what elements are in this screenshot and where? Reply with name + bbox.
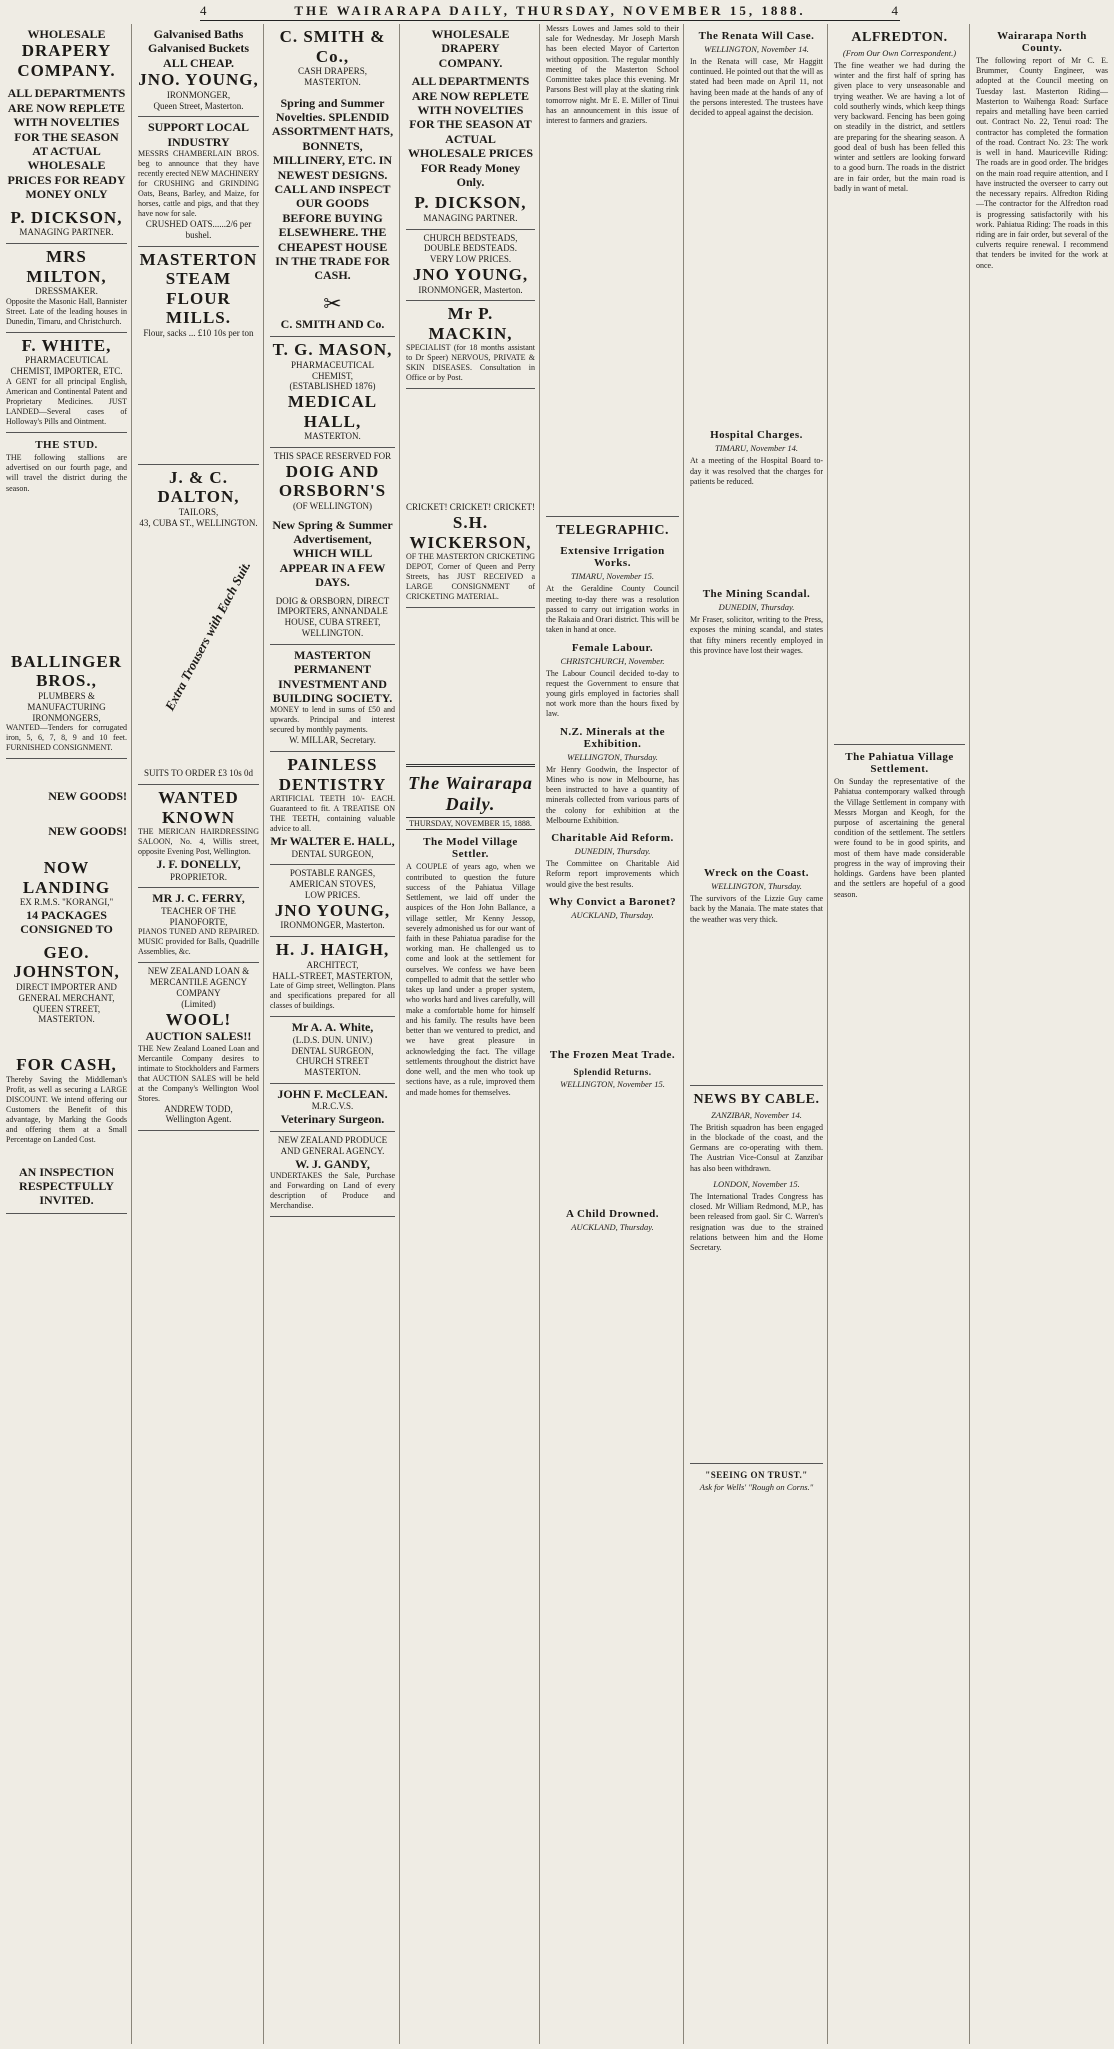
ad-role: DENTAL SURGEON, xyxy=(291,1045,374,1056)
ad-heading: COMPANY. xyxy=(17,60,116,80)
dateline: AUCKLAND, Thursday. xyxy=(571,1221,654,1232)
article-heading: The Frozen Meat Trade. xyxy=(549,1048,676,1061)
ad-role: TEACHER OF THE PIANOFORTE, xyxy=(161,905,236,927)
ad-name: C. SMITH & Co., xyxy=(279,27,386,66)
ad-heading: WHOLESALE xyxy=(431,27,510,41)
ad-footer: CRUSHED OATS......2/6 per bushel. xyxy=(145,219,252,240)
article-body: At the Geraldine County Council meeting to-day there was a resolution passed to carry out irrigation works in the Rakaia and Orari district. This will be taken in hand at once. xyxy=(546,584,679,635)
ad-established: (ESTABLISHED 1876) xyxy=(289,381,376,392)
article-heading: Wreck on the Coast. xyxy=(703,867,810,880)
ad-h-j-haigh xyxy=(270,937,395,1017)
ad-heading: Galvanised Buckets xyxy=(147,41,249,56)
scissors-icon: ✂ xyxy=(323,290,342,316)
ad-body: Thereby Saving the Middleman's Profit, as well as securing a LARGE DISCOUNT. We intend offering our Customers the Benefit of this advantage, by Marking the Goods and offering them at a Small Percentage on Landed Cost. xyxy=(6,1074,127,1144)
ad-role: DENTAL SURGEON, xyxy=(291,848,374,859)
article-continued xyxy=(690,123,823,423)
ad-heading: NEW GOODS! xyxy=(48,823,127,838)
article-heading: Wairarapa North County. xyxy=(997,30,1087,54)
ad-name: W. MILLAR, Secretary. xyxy=(289,735,376,746)
article-body: The International Trades Congress has closed. Mr William Redmond, M.P., has been released from gaol. Sir C. Warren's resignation was due to the strained relations between him and the Home Secretary. xyxy=(690,1191,823,1253)
ad-body: SPECIALIST (for 18 months assistant to Dr Speer) NERVOUS, PRIVATE & SKIN DISEASES. Consultation in Office or by Post. xyxy=(406,343,535,383)
article-heading: Extensive Irrigation Works. xyxy=(560,545,665,570)
article-continued xyxy=(690,1258,823,1458)
ad-body: THE New Zealand Loaned Loan and Mercantile Company desires to intimate to Stockholders and Farmers that AUCTION SALES will be held at the Company's Wellington Wool Stores. xyxy=(138,1043,259,1103)
ad-painless-dentistry xyxy=(270,752,395,865)
ad-role: ARCHITECT, xyxy=(306,959,359,970)
article-continued xyxy=(690,930,823,1080)
ad-role: PLUMBERS & MANUFACTURING IRONMONGERS, xyxy=(27,691,106,723)
ad-jno-young-ranges xyxy=(270,865,395,937)
ad-location: HALL-STREET, MASTERTON, xyxy=(272,970,393,981)
column-5 xyxy=(542,24,684,2044)
ad-subheading: VERY LOW PRICES. xyxy=(429,254,512,265)
ad-ballinger-bros xyxy=(6,649,127,759)
ad-body: UNDERTAKES the Sale, Purchase and Forwarding on Land of every description of Produce and Merchandise. xyxy=(270,1171,395,1211)
article-heading: The Renata Will Case. xyxy=(698,30,815,42)
ad-heading: MASTERTON STEAM FLOUR MILLS. xyxy=(139,249,258,328)
ad-heading: DRAPERY xyxy=(21,41,112,61)
ad-mrs-milton xyxy=(6,244,127,333)
ad-body: New Spring & Summer Advertisement, WHICH WILL APPEAR IN A FEW DAYS. xyxy=(272,517,393,590)
ad-footer: AN INSPECTION RESPECTFULLY INVITED. xyxy=(18,1164,114,1208)
ad-heading: PAINLESS DENTISTRY xyxy=(278,755,387,794)
dateline: TIMARU, November 15. xyxy=(570,571,655,582)
ad-role: CASH DRAPERS, xyxy=(297,66,368,77)
ad-heading: SUPPORT LOCAL INDUSTRY xyxy=(147,120,250,149)
ad-name: J. F. DONELLY, xyxy=(156,857,241,872)
ad-wholesale-drapery-2 xyxy=(406,24,535,230)
ad-subheading: M.R.C.V.S. xyxy=(311,1101,354,1112)
article-subheading: Splendid Returns. xyxy=(573,1066,652,1077)
article-body: Mr Henry Goodwin, the Inspector of Mines who is now in Melbourne, has been instructed to have a quantity of minerals collected from various parts of the colony for exhibition at the Melbourne Exhibition. xyxy=(546,764,679,825)
ad-role: MANAGING PARTNER. xyxy=(423,212,518,223)
article-continued xyxy=(690,492,823,582)
ad-heading: "SEEING ON TRUST." xyxy=(705,1470,808,1481)
ad-name: JNO YOUNG, xyxy=(412,265,529,285)
article-heading: Female Labour. xyxy=(571,641,654,654)
ad-heading: CHURCH BEDSTEADS, DOUBLE BEDSTEADS. xyxy=(423,232,518,254)
ad-body: 14 PACKAGES CONSIGNED TO xyxy=(20,908,113,937)
ad-role: DRESSMAKER. xyxy=(35,286,98,297)
ad-wanted-known xyxy=(138,785,259,888)
ad-body: THE MERICAN HAIRDRESSING SALOON, No. 4, Willis street, opposite Evening Post, Wellington. xyxy=(138,827,259,857)
ad-body: Ask for Wells' "Rough on Corns." xyxy=(699,1482,814,1493)
ad-t-g-mason xyxy=(270,337,395,448)
ad-support-local-industry xyxy=(138,117,259,246)
ad-name: P. DICKSON, xyxy=(10,207,123,227)
ad-heading: MEDICAL HALL, xyxy=(287,392,378,431)
article-body: THE following stallions are advertised on our fourth page, and will travel the district during the season. xyxy=(6,452,127,493)
ad-name: W. J. GANDY, xyxy=(295,1157,370,1172)
ad-role: DIRECT IMPORTER AND GENERAL MERCHANT, xyxy=(16,981,117,1003)
ad-role: TAILORS, xyxy=(178,506,219,517)
local-notes xyxy=(406,389,535,499)
ad-heading: WOOL! xyxy=(165,1009,232,1029)
ad-body: MESSRS CHAMBERLAIN BROS. beg to announce that they have recently erected NEW MACHINERY for CRUSHING and GRINDING Oats, Beans, Barley, and Maize, for horses, cattle and pigs, and that they have now for sale. xyxy=(138,149,259,219)
article-heading: N.Z. Minerals at the Exhibition. xyxy=(559,725,665,750)
local-notes xyxy=(546,131,679,511)
ad-subheading: (Limited) xyxy=(181,998,216,1009)
article-body: Messrs Lowes and James sold to their sale for Wednesday. Mr Joseph Marsh has been elected Mayor of Carterton without opposition. The regular monthly meeting of the Masterton School Committee takes place this evening. Mr Parsons Best will play at the skating rink tomorrow night. Mr E. E. Miller of Tinui has an announcement in this issue of interest to farmers and graziers. xyxy=(546,24,679,126)
ad-location: CHURCH STREET MASTERTON. xyxy=(296,1056,369,1078)
column-1 xyxy=(2,24,132,2044)
ad-body: Spring and Summer Novelties. SPLENDID ASSORTMENT HATS, BONNETS, MILLINERY, ETC. IN NEWEST DESIGNS. CALL AND INSPECT OUR GOODS BEFORE BUYING ELSEWHERE. THE CHEAPEST HOUSE IN THE TRADE FOR CASH. xyxy=(271,95,394,283)
ad-name: MR J. C. FERRY, xyxy=(152,891,245,906)
ad-location: MASTERTON. xyxy=(304,431,361,442)
article-heading: The Pahiatua Village Settlement. xyxy=(845,751,954,776)
ad-heading: COMPANY. xyxy=(438,55,503,70)
newspaper-masthead: The Wairarapa Daily. xyxy=(408,773,533,815)
ad-name: P. DICKSON, xyxy=(414,193,527,213)
ad-steam-flour-mills xyxy=(138,247,259,465)
ad-role: MANAGING PARTNER. xyxy=(19,227,114,238)
local-notes xyxy=(406,608,535,758)
ad-galvanised-baths xyxy=(138,24,259,117)
ad-doig-orsborn xyxy=(270,448,395,645)
ad-subheading: (L.D.S. DUN. UNIV.) xyxy=(292,1034,373,1045)
article-body: The fine weather we had during the winter and the first half of spring has given place to very unseasonable and trying weather. We are having a lot of cold southerly winds, which keep things very backward. Fencing has been going on steadily in the district, and settlers are preparing for the shearing season. A good deal of bush has been felled this winter and settlers are looking forward to a good burn. The roads in the district are in fair order, but the main road is badly in want of metal. xyxy=(834,61,965,193)
price-list xyxy=(138,339,259,459)
dateline: WELLINGTON, Thursday. xyxy=(567,751,658,762)
column-8 xyxy=(972,24,1112,2044)
column-7 xyxy=(830,24,970,2044)
ad-body: ARTIFICIAL TEETH 10/- EACH. Guaranteed to fit. A TREATISE ON THE TEETH, containing valuable advice to all. xyxy=(270,794,395,834)
ad-name: JOHN F. McCLEAN. xyxy=(277,1086,388,1101)
article-heading: A Child Drowned. xyxy=(565,1207,660,1220)
column-6 xyxy=(686,24,828,2044)
ad-heading: WHOLESALE xyxy=(27,27,106,41)
ad-heading: POSTABLE RANGES, AMERICAN STOVES, xyxy=(289,868,376,890)
dateline: WELLINGTON, Thursday. xyxy=(711,881,802,892)
ad-new-goods xyxy=(6,759,127,1213)
article-body: The Labour Council decided to-day to request the Government to ensure that young girls employed in factories shall not work more than the hours fixed by law. xyxy=(546,668,679,719)
ad-wickerson-cricket xyxy=(406,499,535,608)
ad-location: Queen Street, Masterton. xyxy=(153,100,244,111)
ad-heading: FOR CASH, xyxy=(16,1055,117,1075)
ad-body: MONEY to lend in sums of £50 and upwards. Principal and interest secured by monthly payments. xyxy=(270,705,395,735)
stud-listing xyxy=(6,499,127,649)
ad-heading: NEW ZEALAND PRODUCE AND GENERAL AGENCY. xyxy=(277,1135,388,1157)
ad-heading: NOW LANDING xyxy=(22,858,111,897)
ad-heading: NEW ZEALAND LOAN & MERCANTILE AGENCY COMPANY xyxy=(147,966,250,999)
article-continued xyxy=(690,661,823,861)
ad-ferry-piano xyxy=(138,888,259,963)
ad-body: WANTED—Tenders for corrugated iron, 5, 6, 7, 8, 9 and 10 feet. FURNISHED CONSIGNMENT. xyxy=(6,723,127,753)
ad-name: F. WHITE, xyxy=(21,335,112,355)
dateline: LONDON, November 15. xyxy=(713,1178,800,1189)
ad-name: Mr A. A. White, xyxy=(291,1020,374,1035)
ad-role: PHARMACEUTICAL CHEMIST, IMPORTER, ETC. xyxy=(10,355,123,377)
ad-wholesale-drapery xyxy=(6,24,127,244)
ad-body: Opposite the Masonic Hall, Bannister Street. Late of the leading houses in Dunedin, Timaru, and Christchurch. xyxy=(6,296,127,326)
article-body: Mr Fraser, solicitor, writing to the Press, exposes the mining scandal, and states that fifty miners recently employed in this province have lost their wages. xyxy=(690,615,823,655)
article-body: At a meeting of the Hospital Board to-day it was resolved that the charges for patients be reduced. xyxy=(690,456,823,486)
article-heading: The Model Village Settler. xyxy=(423,836,518,861)
ad-heading: CRICKET! CRICKET! CRICKET! xyxy=(406,502,535,513)
ad-heading: ALL CHEAP. xyxy=(163,55,234,70)
page-title: THE WAIRARAPA DAILY, THURSDAY, NOVEMBER 15, 1888. xyxy=(294,3,806,18)
ad-subheading: (OF WELLINGTON) xyxy=(293,500,372,511)
ad-slogan: Extra Trousers with Each Suit. xyxy=(161,558,254,714)
dateline: WELLINGTON, November 14. xyxy=(704,44,809,54)
article-body: A COUPLE of years ago, when we contributed to question the future success of the Pahiatua Village Settlement, we laid off under the auspices of the Hon John Ballance, a village settler, Mr Kenny Jessop, severely admonished us for our want of faith in these Pahiatua paradise for the working man. He challenged us to come and look at the settlement for ourselves. We confess we have been compelled to admit that the settler who takes up land under a proper system, who works hard and lives carefully, will make a comfortable home for himself and his family. The results have been better than we ventured to predict, and we have great pleasure in acknowledging the fact. The village settlements throughout the district have done well, and the men who took up sections have, as a rule, improved them and made homes for themselves. xyxy=(406,862,535,1097)
ad-name: T. G. MASON, xyxy=(272,340,393,360)
dateline: TIMARU, November 14. xyxy=(714,443,799,454)
ad-name: Mr WALTER E. HALL, xyxy=(270,834,395,849)
article-continued xyxy=(834,199,965,739)
ad-heading: THIS SPACE RESERVED FOR xyxy=(273,450,392,461)
ad-name: J. & C. DALTON, xyxy=(157,467,240,507)
ad-body: ALL DEPARTMENTS ARE NOW REPLETE WITH NOVELTIES FOR THE SEASON AT ACTUAL WHOLESALE PRICES FOR Ready Money Only. xyxy=(407,74,534,189)
ad-role: PROPRIETOR. xyxy=(169,871,228,882)
ad-name: DOIG AND ORSBORN'S xyxy=(278,461,387,501)
ad-footer: DOIG & ORSBORN, DIRECT IMPORTERS, ANNANDALE HOUSE, CUBA STREET, WELLINGTON. xyxy=(275,595,390,639)
ad-a-a-white xyxy=(270,1017,395,1084)
ad-subheading: EX R.M.S. "KORANGI," xyxy=(19,897,114,908)
page-number-left: 4 xyxy=(200,3,209,18)
article-body: In the Renata will case, Mr Haggitt continued. He pointed out that the will as stated had been made on April 11, not having been made at the hands of any of the persons interested. The trustees have decided to appeal against the decision. xyxy=(690,57,823,118)
ad-location: 43, CUBA ST., WELLINGTON. xyxy=(139,517,258,528)
ad-role: IRONMONGER, Masterton. xyxy=(418,284,523,295)
ad-c-smith xyxy=(270,24,395,337)
ad-body: Flour, sacks ... £10 10s per ton xyxy=(143,327,254,338)
ad-name: JNO YOUNG, xyxy=(274,900,391,920)
ad-name: MRS MILTON, xyxy=(26,246,107,286)
column-3 xyxy=(266,24,400,2044)
ad-role: IRONMONGER, Masterton. xyxy=(280,920,385,931)
ad-dalton-tailors xyxy=(138,465,259,785)
ad-heading: MASTERTON PERMANENT INVESTMENT AND BUILDING SOCIETY. xyxy=(272,647,393,705)
ad-w-j-gandy xyxy=(270,1132,395,1217)
ad-body: OF THE MASTERTON CRICKETING DEPOT, Corner of Queen and Perry Streets, has JUST RECEIVED a LARGE CONSIGNMENT of CRICKETING MATERIAL. xyxy=(406,552,535,602)
ad-role: Veterinary Surgeon. xyxy=(280,1112,385,1127)
dateline: WELLINGTON, November 15. xyxy=(560,1078,665,1089)
dateline: DUNEDIN, Thursday. xyxy=(574,846,651,857)
page-number-right: 4 xyxy=(891,3,900,18)
ad-subheading: LOW PRICES. xyxy=(304,890,361,901)
dateline: DUNEDIN, Thursday. xyxy=(718,602,795,613)
article-heading: Charitable Aid Reform. xyxy=(551,832,674,845)
column-4 xyxy=(402,24,540,2044)
ad-loan-mercantile xyxy=(138,963,259,1131)
ad-heading: NEW GOODS! xyxy=(48,789,127,804)
ad-heading: WANTED KNOWN xyxy=(158,788,239,827)
article-body: The survivors of the Lizzie Guy came back by the Manaia. The mate states that the weather was very thick. xyxy=(690,894,823,924)
ad-f-white xyxy=(6,333,127,433)
ad-role: PHARMACEUTICAL CHEMIST, xyxy=(290,359,374,381)
ad-role: Wellington Agent. xyxy=(165,1114,232,1125)
ad-body: PIANOS TUNED AND REPAIRED. MUSIC provided for Balls, Quadrille Assemblies, &c. xyxy=(138,927,259,957)
ad-bedsteads xyxy=(406,230,535,302)
article-body: The British squadron has been engaged in the blockade of the coast, and the Germans are co-operating with them. The Austrian Vice-Consul at Zanzibar has also been withdrawn. xyxy=(690,1122,823,1173)
ad-name: Mr P. MACKIN, xyxy=(428,304,513,343)
ad-location: MASTERTON. xyxy=(304,76,361,87)
ad-name: ANDREW TODD, xyxy=(164,1103,233,1114)
ad-footer: SUITS TO ORDER £3 10s 0d xyxy=(144,768,253,779)
ad-name: S.H. WICKERSON, xyxy=(409,513,532,552)
ad-location: QUEEN STREET, MASTERTON. xyxy=(32,1003,101,1025)
ad-name: GEO. JOHNSTON, xyxy=(13,942,120,982)
masthead xyxy=(200,2,900,21)
ad-heading: Galvanised Baths xyxy=(153,27,244,41)
dateline: (From Our Own Correspondent.) xyxy=(842,48,957,58)
ad-name: JNO. YOUNG, xyxy=(138,70,259,90)
ad-heading: AUCTION SALES!! xyxy=(145,1029,252,1044)
dateline: THURSDAY, NOVEMBER 15, 1888. xyxy=(406,817,535,830)
column-2 xyxy=(134,24,264,2044)
ad-body: Late of Gimp street, Wellington. Plans and specifications prepared for all classes of buildings. xyxy=(270,981,395,1011)
article-heading: ALFREDTON. xyxy=(851,30,948,45)
article-body: The following report of Mr C. E. Brummer, County Engineer, was adopted at the Council meeting on Tuesday last. Masterton Riding—Masterton to Waihenga Road: Surface repairs and metalling have been carried out. Contract No. 22, Tenui road: The contractor has completed the formation of the road. Contract No. 23: The work is well in hand. Mauriceville Riding: The roads are in good order. The bridges on the main road require attention, and I have instructed the overseer to carry out the necessary repairs. Alfredton Riding—The contractor for the Alfredton road is progressing satisfactorily with his work. Pahiatua Riding: The roads in this riding are in fair order, but several of the culverts require renewal. I recommend that tenders be invited for the work at once. xyxy=(976,56,1108,270)
ad-p-mackin xyxy=(406,301,535,389)
article-heading: The Mining Scandal. xyxy=(702,588,811,601)
ad-heading: DRAPERY xyxy=(441,41,500,56)
article-heading: Why Convict a Baronet? xyxy=(548,895,677,908)
ad-name: BALLINGER BROS., xyxy=(10,651,123,691)
dateline: CHRISTCHURCH, November. xyxy=(560,655,665,666)
section-heading: NEWS BY CABLE. xyxy=(693,1091,820,1107)
ad-mcclean-vet xyxy=(270,1084,395,1133)
section-heading: THE STUD. xyxy=(35,438,98,451)
ad-body: A GENT for all principal English, American and Continental Patent and Proprietary Medicines. JUST LANDED—Several cases of Holloway's Pills and Ointment. xyxy=(6,376,127,426)
dateline: AUCKLAND, Thursday. xyxy=(571,909,654,920)
article-body: On Sunday the representative of the Pahiatua contemporary walked through the Village Settlement in company with Messrs Morgan and Keogh, for the purpose of ascertaining the general condition of the settlement. The settlers were found to be in good spirits, and most of them have made considerable progress in the way of improving their holdings. Gardens have been planted and the settlers are hopeful of a good season. xyxy=(834,777,965,899)
article-heading: Hospital Charges. xyxy=(710,429,803,442)
ad-building-society xyxy=(270,645,395,752)
article-body: The Committee on Charitable Aid Reform report improvements which would give the best results. xyxy=(546,859,679,889)
tailor-diagonal-panel xyxy=(138,528,259,768)
article-continued xyxy=(546,923,679,1043)
ad-body: ALL DEPARTMENTS ARE NOW REPLETE WITH NOVELTIES FOR THE SEASON AT ACTUAL WHOLESALE PRICES FOR READY MONEY ONLY xyxy=(7,86,126,202)
ad-name: H. J. HAIGH, xyxy=(275,940,390,960)
dateline: ZANZIBAR, November 14. xyxy=(711,1109,802,1120)
article-continued xyxy=(546,1092,679,1202)
section-heading: TELEGRAPHIC. xyxy=(556,523,669,539)
ad-role: IRONMONGER, xyxy=(166,89,231,100)
ad-signature: C. SMITH AND Co. xyxy=(280,316,385,331)
